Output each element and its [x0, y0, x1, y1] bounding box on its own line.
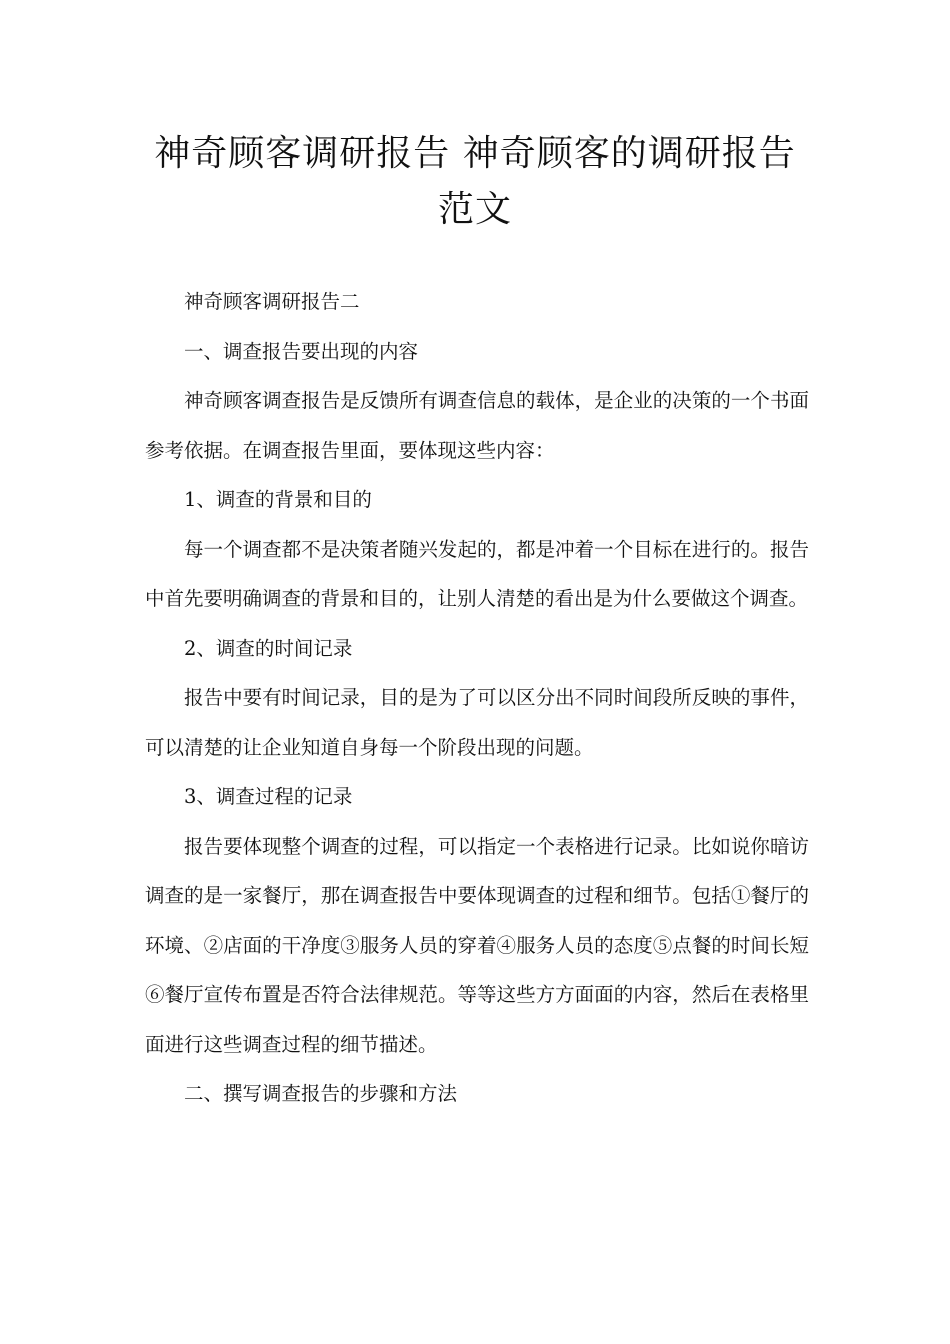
- document-title: 神奇顾客调研报告 神奇顾客的调研报告范文: [154, 133, 796, 230]
- subtitle-paragraph: 神奇顾客调研报告二: [184, 290, 360, 313]
- subsection-heading: 1、调查的背景和目的: [184, 488, 372, 511]
- body-paragraph: 每一个调查都不是决策者随兴发起的，都是冲着一个目标在进行的。报告中首先要明确调查的背景和目的，让别人清楚的看出是为什么要做这个调查。: [145, 537, 809, 610]
- subsection-heading: 2、调查的时间记录: [184, 636, 353, 660]
- body-paragraph: 报告中要有时间记录，目的是为了可以区分出不同时间段所反映的事件，可以清楚的让企业知道自身每一个阶段出现的问题。: [145, 686, 809, 759]
- body-paragraph: 报告要体现整个调查的过程，可以指定一个表格进行记录。比如说你暗访调查的是一家餐厅，那在调查报告中要体现调查的过程和细节。包括①餐厅的环境、②店面的干净度③服务人员的穿着④服务人员的态度⑤点餐的时间长短⑥餐厅宣传布置是否符合法律规范。等等这些方方面面的内容，然后在表格里面进行这些调查过程的细节描述。: [145, 834, 809, 1056]
- subsection-heading: 3、调查过程的记录: [184, 785, 353, 808]
- section-heading: 二、撰写调查报告的步骤和方法: [184, 1082, 458, 1105]
- section-heading: 一、调查报告要出现的内容: [184, 339, 419, 363]
- document-body: [145, 277, 809, 1119]
- body-paragraph: 神奇顾客调查报告是反馈所有调查信息的载体，是企业的决策的一个书面参考依据。在调查报告里面，要体现这些内容：: [145, 389, 809, 462]
